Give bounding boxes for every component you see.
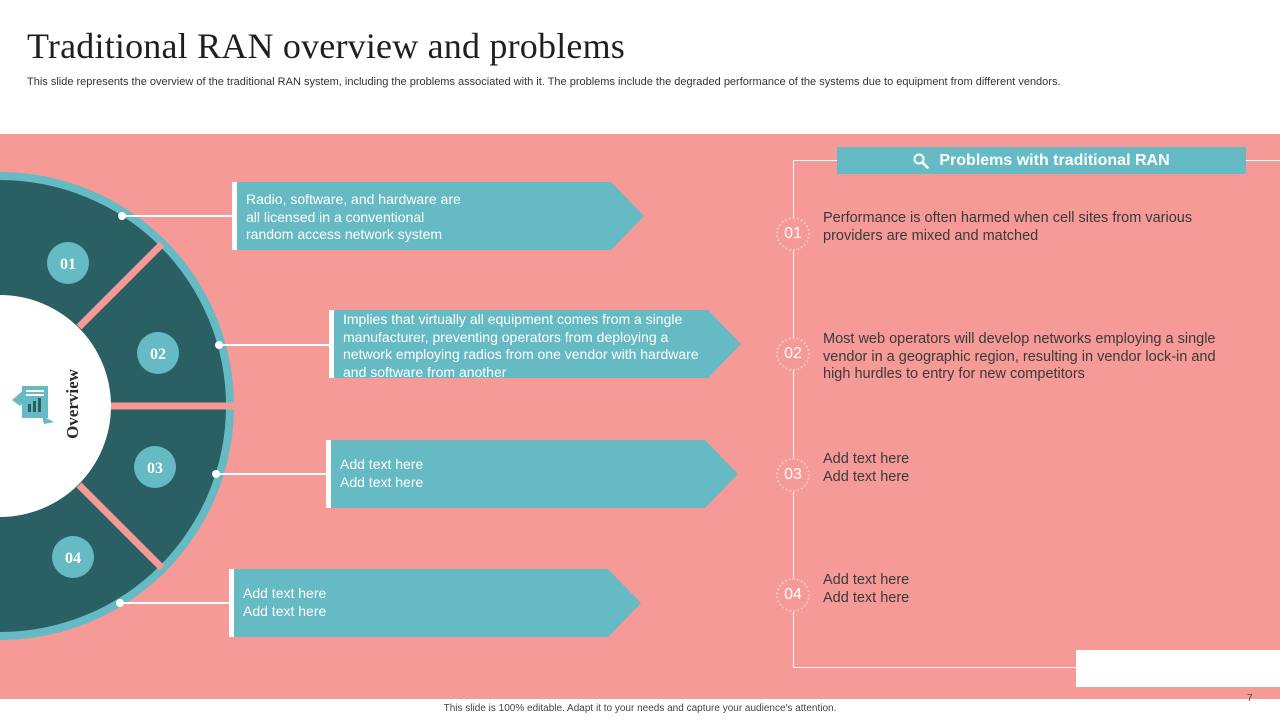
problem-badge-04: 04 bbox=[776, 578, 810, 612]
footer-note: This slide is 100% editable. Adapt it to your needs and capture your audience's attention. bbox=[443, 703, 837, 714]
slide-title: Traditional RAN overview and problems bbox=[27, 26, 625, 66]
problem-text-03: Add text here Add text here bbox=[823, 451, 910, 485]
connector-03 bbox=[216, 473, 326, 475]
overview-callout-03-text: Add text here Add text here bbox=[340, 456, 424, 490]
overview-callout-02 bbox=[329, 310, 741, 378]
connector-04 bbox=[120, 602, 230, 604]
badge-03-label: 03 bbox=[147, 460, 163, 477]
overview-callout-04-text: Add text here Add text here bbox=[243, 585, 327, 619]
problem-badge-03: 03 bbox=[776, 458, 810, 492]
connector-02 bbox=[219, 344, 329, 346]
problem-badge-02: 02 bbox=[776, 337, 810, 371]
problem-text-01: Performance is often harmed when cell sites from various providers are mixed and matched bbox=[823, 210, 1193, 244]
overview-callout-03 bbox=[326, 440, 738, 508]
magnifier-icon bbox=[913, 153, 929, 169]
decorative-white-box bbox=[1076, 650, 1280, 687]
connector-01 bbox=[122, 215, 232, 217]
overview-callout-04 bbox=[229, 569, 641, 637]
badge-01-label: 01 bbox=[60, 256, 76, 273]
problems-header bbox=[837, 147, 1246, 174]
overview-callout-01-text: Radio, software, and hardware are all licensed in a conventional random access network system bbox=[246, 191, 461, 242]
overview-label: Overview bbox=[63, 369, 82, 439]
problem-badge-01: 01 bbox=[776, 217, 810, 251]
problem-text-02: Most web operators will develop networks employing a single vendor in a geographic region, resulting in vendor lock-in and high hurdles to entry for new competitors bbox=[823, 331, 1216, 382]
overview-callout-02-text: Implies that virtually all equipment comes from a single manufacturer, preventing operators from deploying a network employing radios from one vendor with hardware and software from another bbox=[343, 311, 699, 380]
problems-header-label: Problems with traditional RAN bbox=[939, 151, 1170, 169]
problem-text-04: Add text here Add text here bbox=[823, 572, 910, 606]
badge-04-label: 04 bbox=[65, 550, 81, 567]
page-number: 7 bbox=[1247, 693, 1253, 704]
overview-callout-01 bbox=[232, 182, 644, 250]
slide-subtitle: This slide represents the overview of the traditional RAN system, including the problems associated with it. The problems include the degraded performance of the systems due to equipment from different vendors. bbox=[27, 76, 1061, 88]
badge-02-label: 02 bbox=[150, 346, 166, 363]
